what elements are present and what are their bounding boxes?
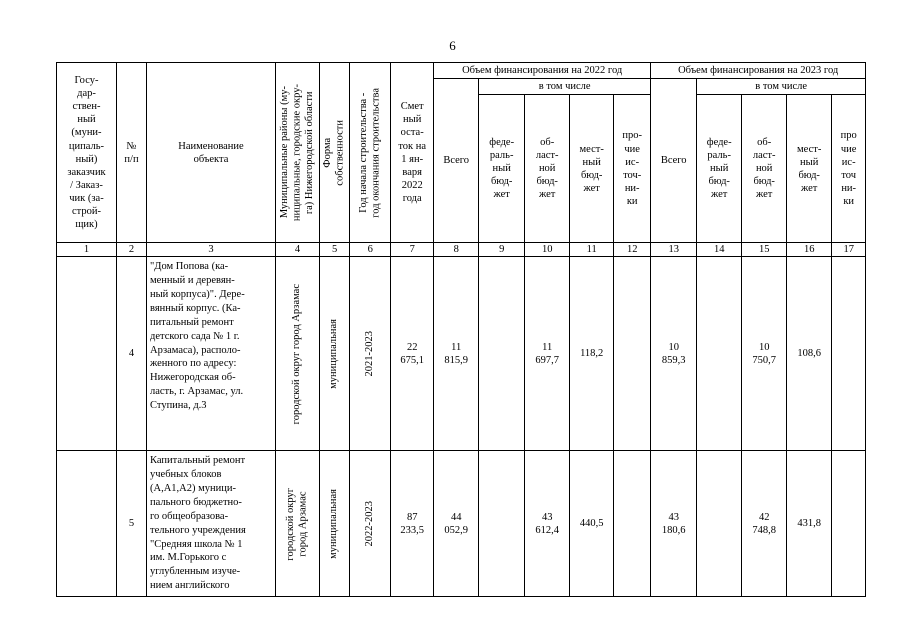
text-line: 431,8 [797, 518, 821, 530]
text-line: 815,9 [444, 354, 468, 366]
financing-table [56, 62, 866, 597]
text-line: год окончания строительства [370, 87, 382, 218]
row-total-2023 [651, 257, 697, 451]
text-line: раль- [707, 150, 731, 162]
row-federal-2022 [479, 451, 525, 597]
text-line: варя [402, 166, 422, 178]
text-line: заказчик [67, 166, 106, 178]
text-line: 43 [668, 511, 679, 523]
header-fin-2023: Объем финансирования на 2023 год [651, 63, 866, 79]
text-line: ни- [841, 182, 857, 194]
row-object-name [147, 451, 276, 597]
text-line: учебных блоков [150, 469, 222, 481]
header-num [117, 63, 147, 243]
text-line: 11 [451, 341, 462, 353]
header-ownership [320, 63, 350, 243]
text-line: жет [493, 189, 510, 201]
text-line: жет [539, 189, 556, 201]
text-line: п/п [124, 153, 139, 165]
text-line: 10 [668, 341, 679, 353]
row-federal-2022 [479, 257, 525, 451]
text-line: менный и деревян- [150, 275, 235, 287]
text-line: собственности [334, 119, 346, 186]
text-line: 859,3 [661, 354, 686, 366]
text-line: ной [538, 163, 556, 175]
col-number: 14 [697, 243, 742, 257]
text-line: Нижегородская об- [150, 372, 236, 384]
text-line: го общеобразова- [150, 510, 229, 522]
col-number: 6 [350, 243, 391, 257]
text-line: щик) [75, 219, 98, 231]
row-estimate [391, 257, 434, 451]
text-line: бюд- [753, 176, 775, 188]
text-line: ис- [841, 156, 856, 168]
text-line: ный [403, 114, 422, 126]
row-customer [57, 451, 117, 597]
text-line: углубленным изуче- [150, 566, 241, 578]
row-local-2023 [787, 451, 832, 597]
text-line: бюд- [580, 169, 603, 181]
text-line: федe- [706, 136, 732, 148]
row-other-2023 [832, 257, 866, 451]
text-line: га) Нижегородской области [303, 91, 315, 214]
row-num: 5 [117, 451, 147, 597]
text-line: ный [582, 156, 601, 168]
header-years [350, 63, 391, 243]
text-line: 1 ян- [401, 153, 424, 165]
text-line: Капитальный ремонт [150, 455, 246, 467]
header-name [147, 63, 276, 243]
text-line: 748,8 [752, 524, 776, 536]
col-number: 8 [434, 243, 479, 257]
text-line: чик (за- [69, 193, 104, 204]
row-num: 4 [117, 257, 147, 451]
col-number: 7 [391, 243, 434, 257]
text-line: / Заказ- [70, 179, 103, 191]
text-line: ный [77, 114, 96, 126]
text-line: Арзамаса), располо- [150, 344, 241, 356]
text-line: Госу- [74, 74, 99, 86]
text-line: детского сада № 1 г. [150, 330, 240, 342]
header-estimate [391, 63, 434, 243]
text-line: жет [801, 182, 818, 194]
text-line: бюд- [536, 176, 558, 188]
text-line: Муниципальные районы (му- [278, 86, 290, 219]
header-total-2022: Всего [434, 79, 479, 243]
text-line: точ [841, 169, 857, 181]
text-line: точ- [623, 169, 642, 181]
text-line: мест- [797, 143, 822, 155]
text-line: 43 [541, 511, 553, 523]
text-line: Год начала строительства - [357, 92, 369, 213]
row-total-2022 [434, 257, 479, 451]
text-line: Смет [400, 101, 424, 113]
col-number: 2 [117, 243, 147, 257]
text-line: Ступина, д.3 [150, 399, 207, 411]
header-district [276, 63, 320, 243]
text-line: ный [800, 156, 819, 168]
text-line: Наименование [178, 140, 244, 152]
row-total-2022 [434, 451, 479, 597]
text-line: питальный ремонт [150, 316, 234, 328]
row-regional-2022 [525, 451, 570, 597]
text-line: жет [711, 189, 728, 201]
text-line: ный) [75, 153, 98, 165]
text-line: про- [622, 130, 642, 142]
text-line: 052,9 [444, 524, 468, 536]
text-line: раль- [489, 150, 514, 162]
text-line: бюд- [708, 176, 730, 188]
header-federal-2022 [479, 95, 525, 243]
text-line: 675,1 [400, 354, 424, 366]
row-district [276, 257, 320, 451]
col-number: 3 [147, 243, 276, 257]
text-line: 44 [450, 511, 462, 523]
text-line: городской округ [284, 487, 296, 561]
text-line: 750,7 [752, 354, 776, 366]
text-line: "Дом Попова (ка- [150, 261, 229, 273]
text-line: 180,6 [661, 524, 686, 536]
text-line: ниципальные, городские окру- [291, 84, 303, 222]
text-line: дар- [77, 88, 96, 99]
row-years: 2022-2023 [350, 451, 391, 597]
header-local-2022 [570, 95, 614, 243]
text-line: года [402, 193, 422, 204]
row-regional-2022 [525, 257, 570, 451]
row-other-2023 [832, 451, 866, 597]
text-line: объекта [193, 153, 229, 165]
text-line: ки [843, 196, 855, 207]
text-line: ласт- [752, 150, 776, 162]
text-line: ни- [624, 182, 640, 194]
row-other-2022 [614, 257, 651, 451]
text-line: ласть, г. Арзамас, ул. [150, 386, 244, 398]
text-line: жет [756, 189, 773, 201]
text-line: (муни- [71, 127, 102, 139]
text-line: об- [757, 136, 772, 148]
text-line: ствен- [72, 101, 101, 113]
text-line: № [126, 140, 137, 152]
col-number: 13 [651, 243, 697, 257]
text-line: мест- [579, 143, 604, 155]
text-line: городской округ город Арзамас [291, 283, 303, 425]
text-line: 2022 [401, 179, 423, 191]
col-number: 5 [320, 243, 350, 257]
text-line: вянный корпус. (Ка- [150, 302, 241, 314]
text-line: 11 [542, 341, 553, 353]
header-including-2023: в том числе [697, 79, 866, 95]
text-line: (А,А1,А2) муници- [150, 483, 236, 495]
text-line: ный [710, 163, 729, 175]
text-line: 118,2 [580, 348, 604, 360]
col-number: 11 [570, 243, 614, 257]
text-line: про [840, 130, 857, 142]
col-number: 1 [57, 243, 117, 257]
text-line: женного по адресу: [150, 358, 237, 370]
text-line: чие [840, 143, 857, 155]
row-estimate [391, 451, 434, 597]
text-line: ный [492, 163, 511, 175]
header-fin-2022: Объем финансирования на 2022 год [434, 63, 651, 79]
col-number: 16 [787, 243, 832, 257]
row-ownership: муниципальная [320, 257, 350, 451]
header-federal-2023 [697, 95, 742, 243]
text-line: нием английского [150, 580, 230, 592]
text-line: им. М.Горького с [150, 552, 227, 564]
row-total-2023 [651, 451, 697, 597]
row-regional-2023 [742, 451, 787, 597]
row-ownership: муниципальная [320, 451, 350, 597]
text-line: 22 [406, 341, 418, 353]
text-line: 87 [406, 511, 418, 523]
row-federal-2023 [697, 257, 742, 451]
row-years: 2021-2023 [350, 257, 391, 451]
header-other-2022 [614, 95, 651, 243]
text-line: чие [624, 143, 640, 155]
text-line: ципаль- [68, 140, 105, 152]
col-number: 9 [479, 243, 525, 257]
header-total-2023: Всего [651, 79, 697, 243]
header-including-2022: в том числе [479, 79, 651, 95]
header-regional-2022 [525, 95, 570, 243]
column-numbers-row [57, 243, 866, 257]
text-line: Форма [322, 137, 333, 168]
text-line: ласт- [535, 150, 559, 162]
text-line: жет [583, 182, 600, 194]
table-row [57, 257, 866, 451]
row-other-2022 [614, 451, 651, 597]
row-local-2022 [570, 451, 614, 597]
text-line: 42 [758, 511, 770, 523]
row-object-name [147, 257, 276, 451]
text-line: 108,6 [797, 348, 821, 360]
text-line: бюд- [490, 176, 513, 188]
row-regional-2023 [742, 257, 787, 451]
text-line: тельного учреждения [150, 524, 246, 536]
row-district [276, 451, 320, 597]
text-line: строй- [72, 206, 101, 218]
text-line: 233,5 [400, 524, 424, 536]
text-line: 440,5 [579, 518, 604, 530]
row-federal-2023 [697, 451, 742, 597]
text-line: федe- [489, 136, 515, 148]
text-line: ный корпуса)". Дере- [150, 289, 245, 301]
text-line: город Арзамас [297, 491, 309, 557]
row-local-2022 [570, 257, 614, 451]
col-number: 4 [276, 243, 320, 257]
text-line: 697,7 [535, 354, 559, 366]
header-customer [57, 63, 117, 243]
col-number: 10 [525, 243, 570, 257]
text-line: "Средняя школа № 1 [150, 538, 243, 550]
text-line: пального бюджетно- [150, 496, 242, 508]
table-row [57, 451, 866, 597]
text-line: 612,4 [535, 524, 559, 536]
text-line: 10 [758, 341, 770, 353]
col-number: 15 [742, 243, 787, 257]
page-number: 6 [449, 38, 456, 53]
col-number: 12 [614, 243, 651, 257]
text-line: ток на [398, 140, 427, 152]
text-line: ной [755, 163, 773, 175]
row-local-2023 [787, 257, 832, 451]
row-customer [57, 257, 117, 451]
text-line: бюд- [798, 169, 820, 181]
header-other-2023 [832, 95, 866, 243]
text-line: об- [540, 136, 555, 148]
header-local-2023 [787, 95, 832, 243]
text-line: оста- [400, 127, 424, 139]
text-line: ки [626, 196, 638, 207]
text-line: ис- [625, 156, 640, 168]
col-number: 17 [832, 243, 866, 257]
header-regional-2023 [742, 95, 787, 243]
